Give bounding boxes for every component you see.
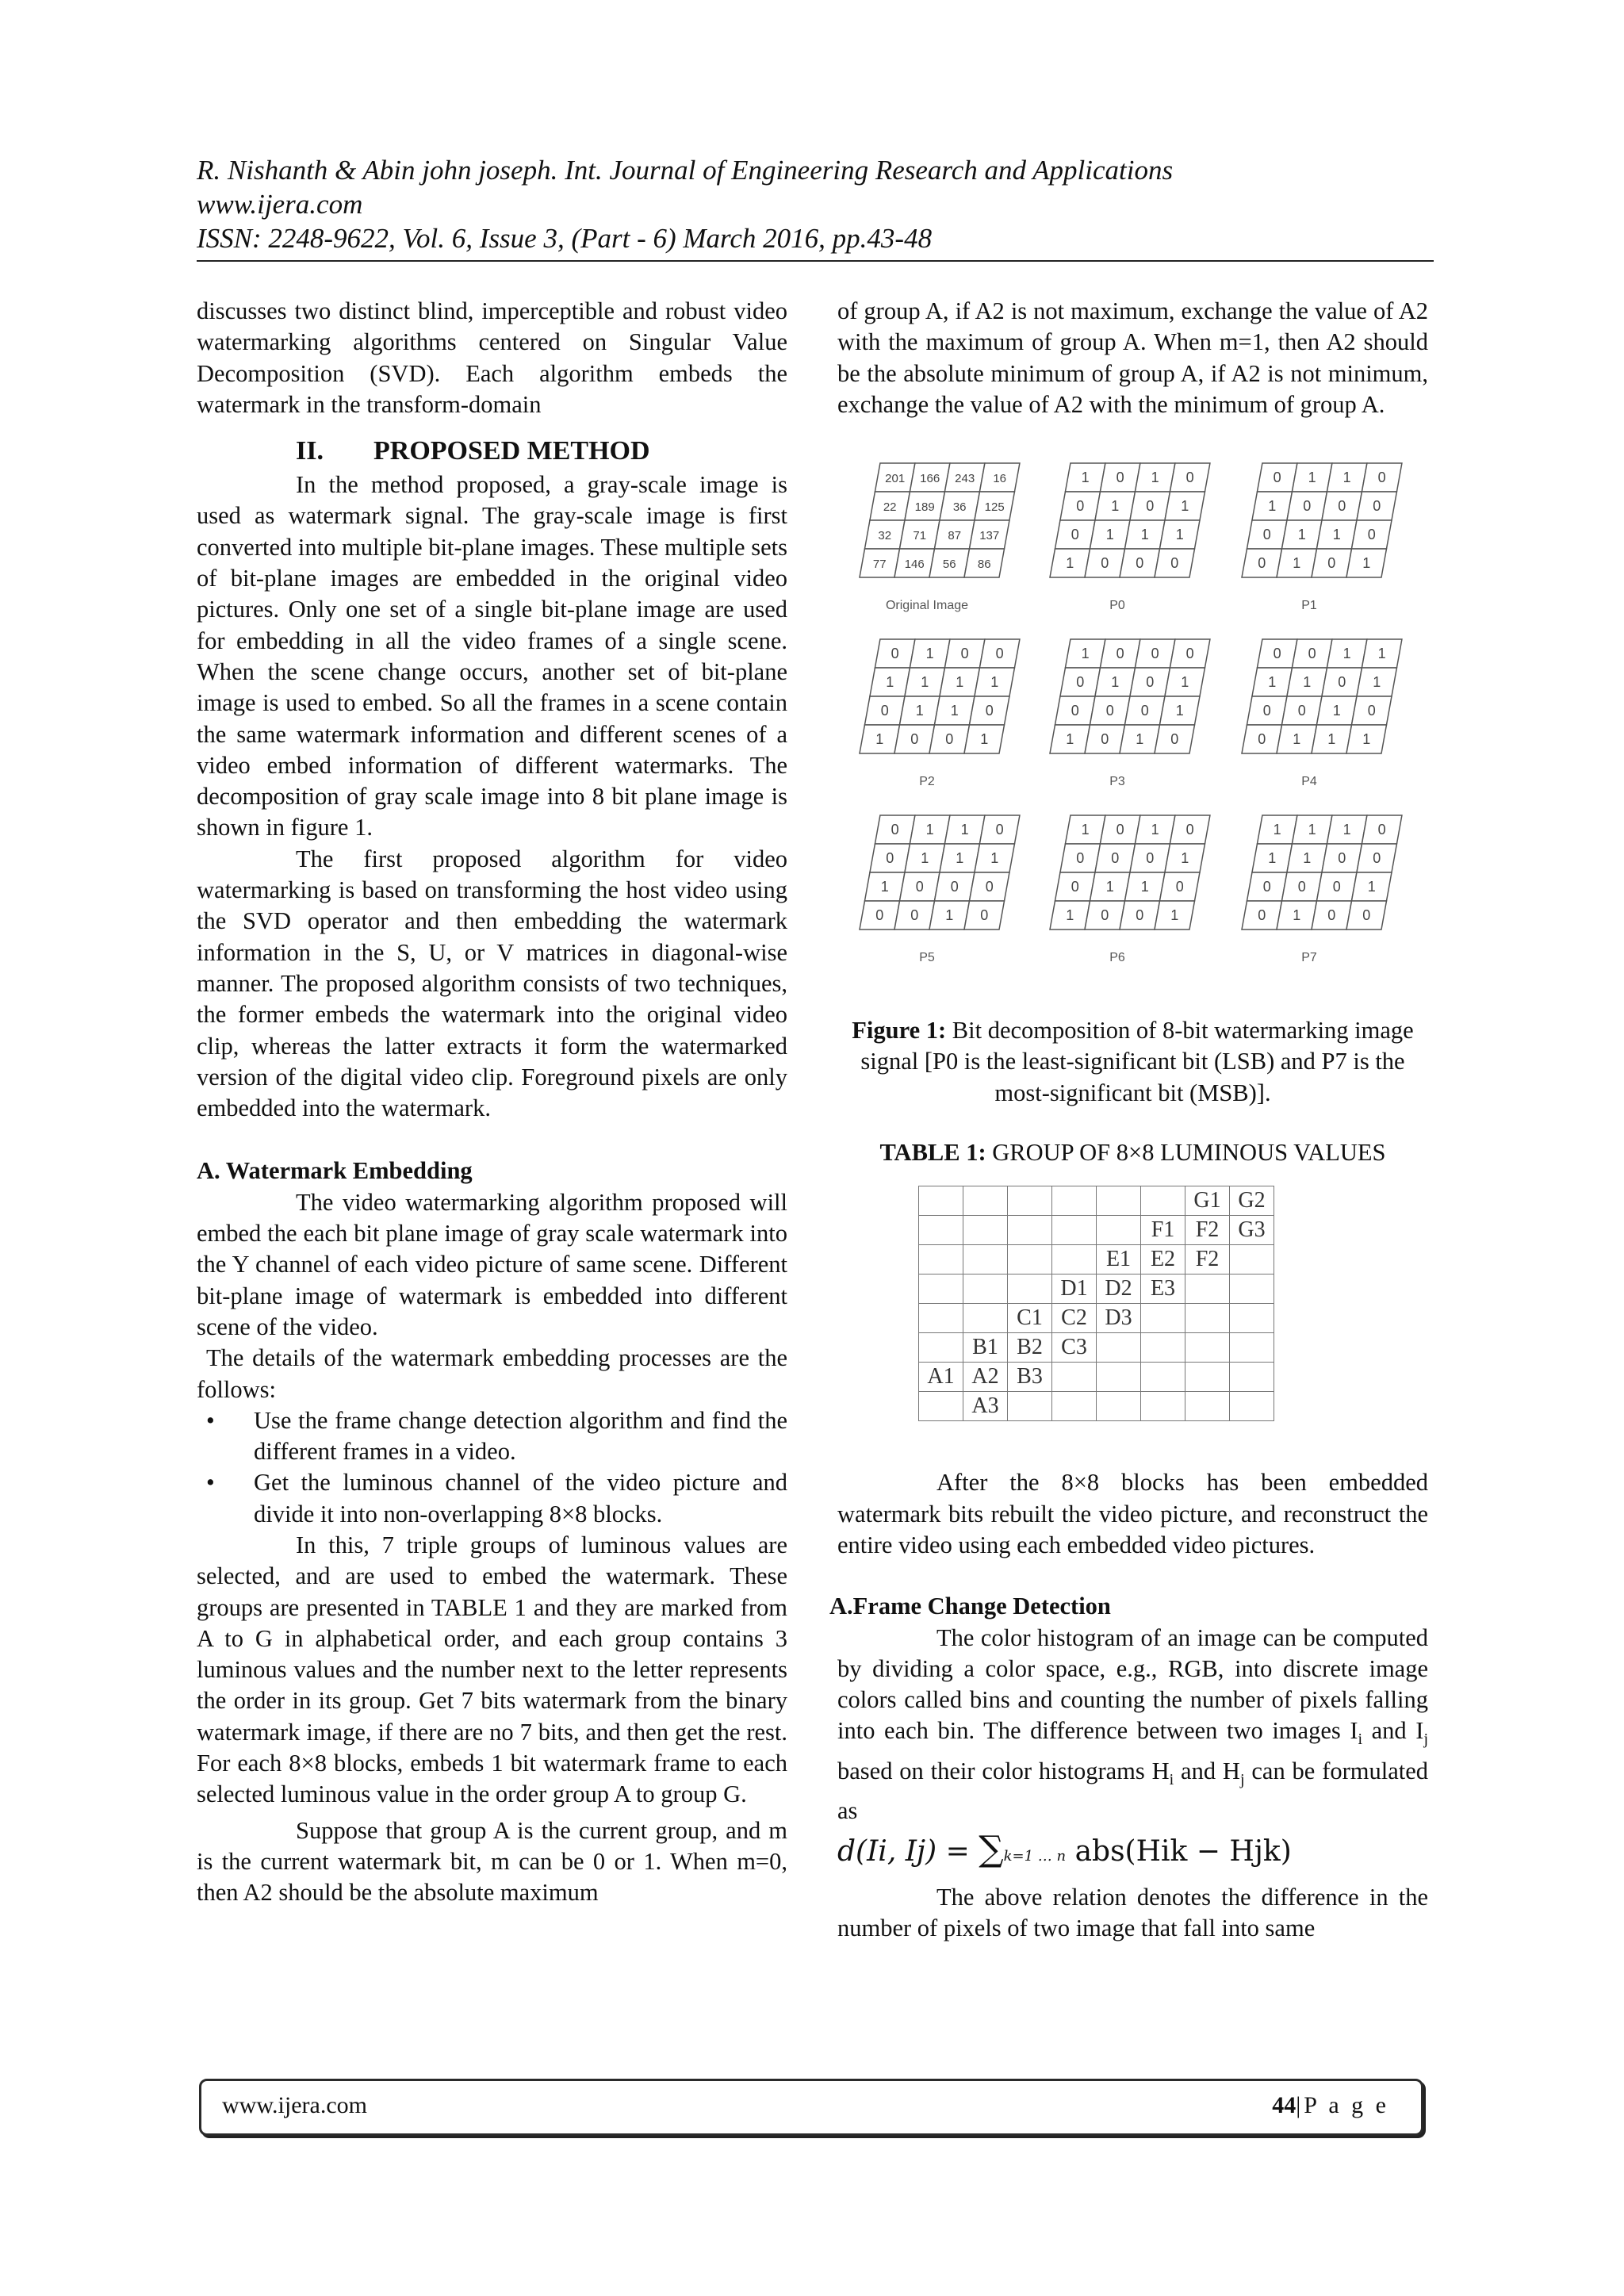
plane-label: P2 [919,775,935,789]
table-cell: B2 [1008,1333,1052,1363]
cell-value: 0 [910,907,919,924]
table-cell: G1 [1185,1186,1230,1216]
caption-text: Bit decomposition of 8-bit watermarking image signal [P0 is the least-significant bit (LSB) and P7 is the most-significant bit (MSB)]. [860,1017,1414,1106]
table-cell [919,1245,963,1274]
cell-value: 0 [960,646,969,662]
cell-value: 1 [1066,555,1074,572]
cell-value: 1 [921,850,929,867]
table-cell [1230,1333,1274,1363]
cell-value: 0 [1373,850,1381,867]
cell-value: 0 [1185,822,1194,838]
table-cell [1141,1333,1185,1363]
table-cell [1052,1363,1097,1392]
cell-value: 1 [921,674,929,691]
cell-value: 1 [875,731,884,748]
cell-value: 0 [1116,822,1124,838]
cell-value: 1 [1293,907,1301,924]
table-cell: F2 [1185,1245,1230,1274]
formula-lhs: d(Ii, Ij) = [837,1834,979,1868]
table-cell [1008,1216,1052,1245]
cell-value: 0 [1332,879,1341,895]
cell-value: 1 [1373,674,1381,691]
plane-label: P1 [1301,599,1317,613]
cell-value: 1 [1332,703,1341,719]
cell-value: 1 [1181,498,1189,515]
cell-value: 0 [1185,646,1194,662]
table-cell [1097,1363,1141,1392]
cell-value: 0 [1105,703,1114,719]
bullet-text: Get the luminous channel of the video picture and divide it into non-overlapping 8×8 blocks. [254,1469,787,1527]
cell-value: 146 [904,558,925,572]
cell-value: 1 [1105,879,1114,895]
table-cell [963,1304,1008,1333]
cell-value: 0 [985,879,994,895]
section-number: II. [296,436,324,466]
cell-value: 1 [1297,527,1306,543]
bullet-icon: • [206,1469,215,1497]
cell-value: 1 [956,850,964,867]
formula-limits: k=1 … n [1003,1847,1067,1865]
table-cell [919,1392,963,1421]
bit-plane-grid [860,639,1020,788]
cell-value: 0 [1071,703,1079,719]
cell-value: 1 [1327,731,1336,748]
table-row [919,1363,1274,1392]
paragraph: The first proposed algorithm for video watermarking is based on transforming the host video using the SVD operator and then embedding the watermark information in the S, U, or V matrices in diagonal-wise manner. The proposed algorithm consists of two techniques, the former embeds the watermark into the original video clip, whereas the latter extracts it form the watermarked version of the digital video clip. Foreground pixels are only embedded into the watermark. [197,845,787,1122]
table-row [919,1333,1274,1363]
bullet-item [197,1467,787,1530]
cell-value: 1 [925,822,934,838]
table-cell [1230,1363,1274,1392]
cell-value: 0 [1273,470,1281,486]
header-citation: R. Nishanth & Abin john joseph. Int. Journal of Engineering Research and Applications [197,155,1174,186]
cell-value: 0 [1262,703,1271,719]
table-cell: C1 [1008,1304,1052,1333]
formula-rhs: abs(Hik − Hjk) [1074,1834,1292,1868]
cell-value: 0 [891,822,899,838]
cell-value: 0 [1076,850,1085,867]
formula [837,1830,1428,1876]
cell-value: 0 [1101,907,1109,924]
cell-value: 1 [1111,674,1120,691]
table-cell [963,1216,1008,1245]
cell-value: 0 [1327,555,1336,572]
table-cell: G2 [1230,1186,1274,1216]
cell-value: 166 [920,472,940,486]
cell-value: 1 [915,703,924,719]
cell-value: 1 [1151,470,1159,486]
cell-value: 16 [993,472,1007,486]
running-header [197,153,1434,255]
subsection-heading: A. Watermark Embedding [197,1157,473,1185]
table-cell [1185,1304,1230,1333]
table-cell [1185,1392,1230,1421]
table-cell [1230,1245,1274,1274]
cell-value: 1 [1342,646,1351,662]
table-row [919,1186,1274,1216]
cell-value: 1 [1293,731,1301,748]
table-cell: D2 [1097,1274,1141,1304]
cell-value: 0 [1071,879,1079,895]
sigma-icon: ∑ [979,1828,1004,1869]
paragraph: The video watermarking algorithm proposed will embed the each bit plane image of gray scale watermark into the Y channel of each video picture of same scene. Different bit-plane image of watermark is embedded into different scene of the video. [197,1188,787,1340]
plane-label: P4 [1301,775,1317,789]
table-cell [1008,1186,1052,1216]
cell-value: 0 [880,703,889,719]
table-cell [1230,1392,1274,1421]
bit-plane-grid [1050,639,1210,788]
cell-value: 0 [1367,703,1376,719]
cell-value: 0 [1076,674,1085,691]
table-cell [1141,1392,1185,1421]
cell-value: 137 [979,529,1000,543]
header-issn: ISSN: 2248-9622, Vol. 6, Issue 3, (Part - 6) March 2016, pp.43-48 [197,223,933,254]
cell-value: 0 [1170,555,1179,572]
plane-label: Original Image [885,599,969,613]
table-cell [919,1216,963,1245]
cell-value: 1 [1342,470,1351,486]
cell-value: 1 [1111,498,1120,515]
table-cell [1185,1333,1230,1363]
cell-value: 0 [1262,879,1271,895]
paragraph: Suppose that group A is the current group, and m is the current watermark bit, m can be 0 or 1. When m=0, then A2 should be the absolute maximum [197,1816,787,1907]
cell-value: 125 [984,500,1005,515]
cell-value: 1 [1377,646,1386,662]
bit-plane-grid [1242,815,1402,964]
table-cell: C2 [1052,1304,1097,1333]
plane-label: P0 [1109,599,1125,613]
cell-value: 1 [1175,703,1184,719]
cell-value: 0 [1338,674,1346,691]
table-cell [1141,1304,1185,1333]
cell-value: 0 [1303,498,1312,515]
footer-url: www.ijera.com [222,2092,367,2118]
cell-value: 0 [945,731,954,748]
table-cell [1008,1245,1052,1274]
table-cell: A1 [919,1363,963,1392]
cell-value: 0 [980,907,989,924]
paragraph: In the method proposed, a gray-scale image is used as watermark signal. The gray-scale image is first converted into multiple bit-plane images. These multiple sets of bit-plane images are embedded in the original video pictures. Only one set of a single bit-plane image are used for embedding in all the video frames of a single scene. When the scene change occurs, another set of bit-plane image is used to embed. So all the frames in a scene contain the same watermark information and different scenes of a video embed information of different watermarks. The decomposition of gray scale image into 8 bit plane image is shown in figure 1. [197,471,787,841]
cell-value: 0 [1258,907,1266,924]
cell-value: 0 [1151,646,1159,662]
section-heading [296,435,787,468]
figure-caption [837,1015,1428,1109]
table-cell: E2 [1141,1245,1185,1274]
cell-value: 0 [1297,703,1306,719]
cell-value: 1 [960,822,969,838]
cell-value: 77 [872,558,887,572]
table-cell [1230,1304,1274,1333]
cell-value: 0 [1327,907,1336,924]
cell-value: 0 [1338,498,1346,515]
table-cell [919,1333,963,1363]
cell-value: 0 [891,646,899,662]
table-cell: C3 [1052,1333,1097,1363]
cell-value: 0 [1136,555,1144,572]
cell-value: 0 [985,703,994,719]
cell-value: 201 [885,472,906,486]
table-cell [1097,1392,1141,1421]
table-title-text: GROUP OF 8×8 LUMINOUS VALUES [986,1139,1386,1167]
right-column [829,296,1428,1944]
cell-value: 0 [1338,850,1346,867]
cell-value: 1 [1362,731,1371,748]
subsection-heading: A.Frame Change Detection [829,1593,1111,1620]
cell-value: 0 [1373,498,1381,515]
paragraph: The color histogram of an image can be computed by dividing a color space, e.g., RGB, into discrete image colors called bins and counting the number of pixels falling into each bin. The difference between two images $I_i$ and $I_j$ based on their color histograms $H_i$ and $H_j$ can be formulated as [837,1623,1428,1825]
cell-value: 0 [1258,555,1266,572]
bullet-text: Use the frame change detection algorithm and find the different frames in a video. [254,1406,787,1466]
cell-value: 1 [980,731,989,748]
table-cell: E3 [1141,1274,1185,1304]
cell-value: 1 [1181,674,1189,691]
table-cell [1052,1216,1097,1245]
table-row [919,1216,1274,1245]
plane-label: P6 [1109,951,1125,965]
plane-label: P3 [1109,775,1125,789]
cell-value: 0 [1273,646,1281,662]
cell-value: 0 [1116,470,1124,486]
cell-value: 22 [883,500,897,515]
cell-value: 0 [1140,703,1149,719]
plane-label: P5 [919,951,935,965]
cell-value: 1 [1273,822,1281,838]
cell-value: 0 [1170,731,1179,748]
table-cell [963,1245,1008,1274]
cell-value: 56 [942,558,956,572]
bit-plane-grid [860,815,1020,964]
page-number: 44|P a g e [1272,2092,1389,2118]
paragraph: The above relation denotes the difference in the number of pixels of two image that fall into same [837,1883,1428,1941]
cell-value: 1 [925,646,934,662]
table-cell: A3 [963,1392,1008,1421]
original-image-grid [860,463,1020,612]
cell-value: 1 [1170,907,1179,924]
cell-value: 1 [1081,646,1090,662]
bit-plane-grid [1242,463,1402,612]
table-cell [1052,1245,1097,1274]
table-cell [1185,1363,1230,1392]
cell-value: 1 [1140,527,1149,543]
cell-value: 0 [1297,879,1306,895]
cell-value: 0 [875,907,884,924]
cell-value: 1 [1268,850,1277,867]
table-label: TABLE 1: [879,1139,986,1167]
table-cell [963,1186,1008,1216]
cell-value: 0 [1136,907,1144,924]
cell-value: 1 [1268,498,1277,515]
page-footer [199,2079,1423,2136]
cell-value: 1 [1367,879,1376,895]
table-cell [1097,1333,1141,1363]
luminous-table [918,1186,1274,1421]
cell-value: 0 [910,731,919,748]
paragraph: of group A, if A2 is not maximum, exchange the value of A2 with the maximum of group A. When m=1, then A2 should be the absolute minimum of group A, if A2 is not minimum, exchange the value of A2 with the minimum of group A. [837,297,1428,418]
cell-value: 1 [1308,470,1316,486]
cell-value: 1 [1303,850,1312,867]
cell-value: 87 [948,529,962,543]
figure-1 [837,455,1428,1002]
cell-value: 1 [1303,674,1312,691]
bit-plane-grid [1242,639,1402,788]
intro-paragraph: discusses two distinct blind, imperceptible and robust video watermarking algorithms centered on Singular Value Decomposition (SVD). Each algorithm embeds the watermark in the transform-domain [197,297,787,418]
cell-value: 1 [1081,822,1090,838]
bit-plane-grid [1050,463,1210,612]
cell-value: 0 [995,646,1004,662]
bit-plane-grid [1050,815,1210,964]
cell-value: 1 [1151,822,1159,838]
cell-value: 1 [1105,527,1114,543]
table-cell: D3 [1097,1304,1141,1333]
cell-value: 0 [1262,527,1271,543]
table-row [919,1392,1274,1421]
cell-value: 0 [1146,498,1155,515]
cell-value: 0 [1146,850,1155,867]
table-cell: B1 [963,1333,1008,1363]
cell-value: 1 [1308,822,1316,838]
cell-value: 0 [1111,850,1120,867]
cell-value: 86 [977,558,991,572]
table-cell [1008,1392,1052,1421]
table-cell: A2 [963,1363,1008,1392]
cell-value: 189 [914,500,935,515]
cell-value: 1 [956,674,964,691]
cell-value: 0 [886,850,894,867]
cell-value: 0 [1258,731,1266,748]
cell-value: 36 [952,500,967,515]
cell-value: 71 [913,529,927,543]
paragraph: In this, 7 triple groups of luminous values are selected, and are used to embed the watermark. These groups are presented in TABLE 1 and they are marked from A to G in alphabetical order, and each group contains 3 luminous values and the number next to the letter represents the order in its group. Get 7 bits watermark from the binary watermark image, if there are no 7 bits, and then get the rest. For each 8×8 blocks, embeds 1 bit watermark frame to each selected luminous value in the order group A to group G. [197,1531,787,1808]
cell-value: 1 [950,703,959,719]
cell-value: 0 [1377,470,1386,486]
table-cell [919,1186,963,1216]
section-title: PROPOSED METHOD [373,436,650,466]
header-url: www.ijera.com [197,189,363,220]
cell-value: 0 [950,879,959,895]
cell-value: 32 [878,529,892,543]
table-cell [919,1274,963,1304]
cell-value: 0 [1146,674,1155,691]
cell-value: 0 [1175,879,1184,895]
cell-value: 1 [990,674,999,691]
cell-value: 1 [1175,527,1184,543]
cell-value: 243 [955,472,975,486]
cell-value: 0 [1071,527,1079,543]
cell-value: 1 [1140,879,1149,895]
cell-value: 1 [945,907,954,924]
table-cell [1097,1216,1141,1245]
cell-value: 0 [1367,527,1376,543]
table-cell [1097,1186,1141,1216]
cell-value: 1 [1362,555,1371,572]
bullet-item [197,1405,787,1468]
cell-value: 1 [990,850,999,867]
table-cell [1141,1363,1185,1392]
table-row [919,1304,1274,1333]
cell-value: 0 [1116,646,1124,662]
table-cell: B3 [1008,1363,1052,1392]
table-cell [1052,1186,1097,1216]
table-cell [1141,1186,1185,1216]
cell-value: 0 [1362,907,1371,924]
paragraph: The details of the watermark embedding processes are the follows: [197,1344,787,1403]
table-row [919,1245,1274,1274]
cell-value: 1 [1066,907,1074,924]
cell-value: 1 [880,879,889,895]
table-cell [1052,1392,1097,1421]
table-cell: G3 [1230,1216,1274,1245]
table-cell: F1 [1141,1216,1185,1245]
cell-value: 1 [1293,555,1301,572]
bullet-icon: • [206,1406,215,1434]
cell-value: 1 [1332,527,1341,543]
cell-value: 0 [1185,470,1194,486]
cell-value: 0 [1076,498,1085,515]
cell-value: 0 [1101,731,1109,748]
cell-value: 0 [1308,646,1316,662]
cell-value: 1 [1342,822,1351,838]
table-cell [1230,1274,1274,1304]
cell-value: 0 [1377,822,1386,838]
left-column [197,296,787,1909]
table-cell: E1 [1097,1245,1141,1274]
table-cell [919,1304,963,1333]
table-cell: D1 [1052,1274,1097,1304]
table-title [837,1137,1428,1168]
table-cell [1008,1274,1052,1304]
table-row [919,1274,1274,1304]
cell-value: 1 [1136,731,1144,748]
cell-value: 1 [1066,731,1074,748]
bit-plane-figure [837,455,1428,1002]
table-cell [1185,1274,1230,1304]
caption-label: Figure 1: [852,1017,947,1045]
table-cell [963,1274,1008,1304]
cell-value: 0 [1101,555,1109,572]
plane-label: P7 [1301,951,1317,965]
cell-value: 0 [915,879,924,895]
cell-value: 1 [1181,850,1189,867]
table-cell: F2 [1185,1216,1230,1245]
cell-value: 1 [1268,674,1277,691]
cell-value: 1 [1081,470,1090,486]
cell-value: 1 [886,674,894,691]
header-rule [197,260,1434,262]
paragraph: After the 8×8 blocks has been embedded watermark bits rebuilt the video picture, and reconstruct the entire video using each embedded video pictures. [837,1469,1428,1558]
cell-value: 0 [995,822,1004,838]
